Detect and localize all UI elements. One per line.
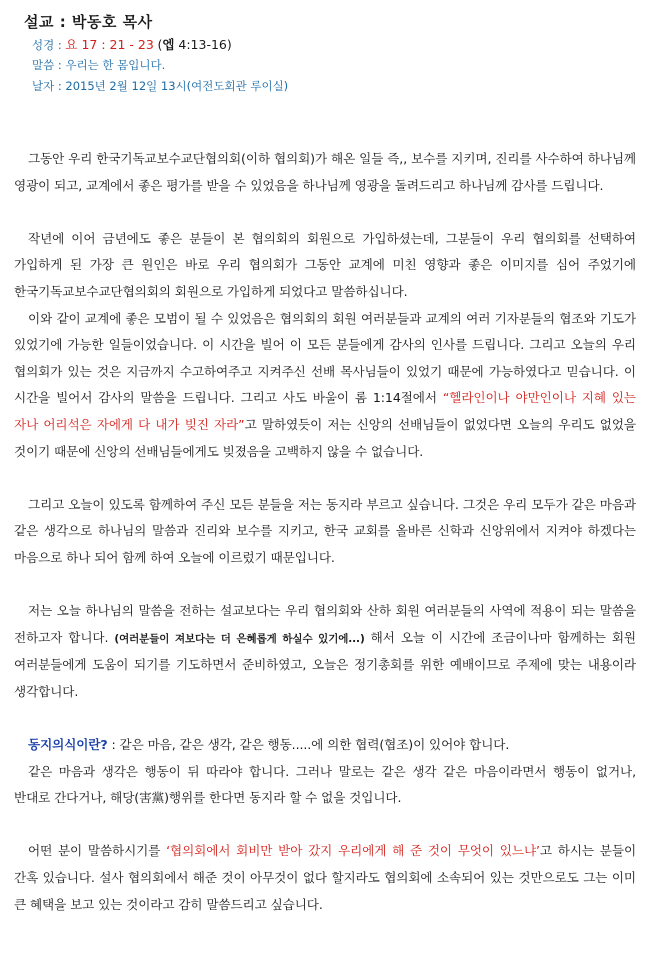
paragraph-6-text: : 같은 마음, 같은 생각, 같은 행동.....에 의한 협력(협조)이 있어야 합니다.: [107, 737, 510, 753]
scripture-reference: 요 17 : 21 - 23: [65, 37, 154, 52]
paragraph-8-text-before: 어떤 분이 말씀하시기를: [28, 843, 167, 859]
scripture-extra-book: 엡: [162, 37, 175, 52]
scripture-row: [24, 34, 634, 55]
sermon-title: 설교 : 박동호 목사: [24, 13, 153, 31]
paragraph-5-note: (여러분들이 져보다는 더 은혜롭게 하실수 있기에...): [114, 632, 365, 645]
comradeship-term: 동지의식이란?: [28, 737, 108, 753]
scripture-extra-open: (: [157, 37, 163, 52]
scripture-label: 성경 :: [32, 38, 62, 52]
paragraph-7: 같은 마음과 생각은 행동이 뒤 따라야 합니다. 그러나 말로는 같은 생각 같은 마음이라면서 행동이 없거나, 반대로 간다거나, 해당(害黨)행위를 한다면 동지라 할 수 없을 것입니다.: [14, 763, 636, 806]
paragraph-4: 그리고 오늘이 있도록 함께하여 주신 모든 분들을 저는 동지라 부르고 싶습니다. 그것은 우리 모두가 같은 마음과 같은 생각으로 하나님의 말씀과 진리와 보수를 지키고, 한국 교회를 올바른 신학과 신앙위에서 지켜야 하겠다는 마음으로 하나 되어 함께 하여 오늘에 이르렀기 때문입니다.: [14, 496, 636, 565]
paragraph-5-text-after: 해서 오늘 이 시간에 조금이나마 함께하는 회원 여러분들에게 도움이 되기를 기도하면서 준비하였고, 오늘은 정기총회를 위한 예배이므로 주제에 맞는 내용이라 생각합니다.: [14, 629, 636, 699]
paragraph-3: [14, 306, 636, 466]
paragraph-8-text-after: 고 하시는 분들이 간혹 있습니다. 설사 협의회에서 해준 것이 아무것이 없다 할지라도 협의회에 소속되어 있는 것만으로도 그는 이미 큰 혜택을 보고 있는 것이라고 감히 말씀드리고 싶습니다.: [14, 843, 637, 912]
paragraph-1: 그동안 우리 한국기독교보수교단협의회(이하 협의회)가 해온 일들 즉,, 보수를 지키며, 진리를 사수하여 하나님께 영광이 되고, 교계에서 좋은 평가를 받을 수 있었음을 하나님께 영광을 돌려드리고 하나님께 감사를 드립니다.: [14, 151, 636, 193]
paragraph-8: [14, 838, 636, 918]
date-row: [24, 76, 634, 97]
date-text: 2015년 2월 12일 13시(여전도회관 루이실): [65, 79, 289, 93]
paragraph-3-text-before: 이와 같이 교계에 좋은 모범이 될 수 있었음은 협의회의 회원 여러분들과 교계의 여러 기자분들의 협조와 기도가 있었기에 가능한 일들이었습니다. 이 시간을 빌어 이 모든 분들에게 감사의 인사를 드립니다. 그리고 오늘의 우리 협의회가 있는 것은 지금까지 수고하여주고 지켜주신 선배 목사님들이 있었기 때문에 가능하였다고 믿습니다. 이 시간을 빌어서 감사의 말씀을 드립니다. 그리고 사도 바울이 롬 1:14절에서: [14, 310, 636, 406]
paragraph-5-text-before: 저는 오늘 하나님의 말씀을 전하는 설교보다는 우리 협의회와 산하 회원 여러분들의 사역에 적용이 되는 말씀을 전하고자 합니다.: [14, 603, 636, 645]
scripture-extra-reference: 4:13-16): [174, 37, 232, 52]
date-label: 날자 :: [32, 79, 62, 93]
sermon-header: [24, 10, 634, 97]
paragraph-2: 작년에 이어 금년에도 좋은 분들이 본 협의회의 회원으로 가입하셨는데, 그분들이 우리 협의회를 선택하여 가입하게 된 가장 큰 원인은 바로 우리 협의회가 그동안 교계에 미친 영향과 좋은 이미지를 심어 주었기에 한국기독교보수교단협의회의 회원으로 가입하게 되었다고 말씀하십니다.: [14, 230, 636, 299]
romans-quote: “헬라인이나 야만인이나 지혜 있는 자나 어리석은 자에게 다 내가 빚진 자라”: [14, 390, 636, 432]
topic-label: 말씀 :: [32, 58, 62, 72]
paragraph-5: [14, 598, 636, 705]
sermon-body: [14, 146, 636, 918]
topic-text: 우리는 한 몸입니다.: [65, 58, 166, 72]
topic-row: [24, 55, 634, 76]
paragraph-6: [14, 732, 636, 759]
member-complaint-quote: ‘협의회에서 회비만 받아 갔지 우리에게 해 준 것이 무엇이 있느냐’: [166, 843, 540, 859]
paragraph-3-text-after: 고 말하였듯이 저는 신앙의 선배님들이 없었다면 오늘의 우리도 없었을 것이기 때문에 신앙의 선배님들에게도 빚졌음을 고백하지 않을 수 없습니다.: [14, 416, 636, 459]
